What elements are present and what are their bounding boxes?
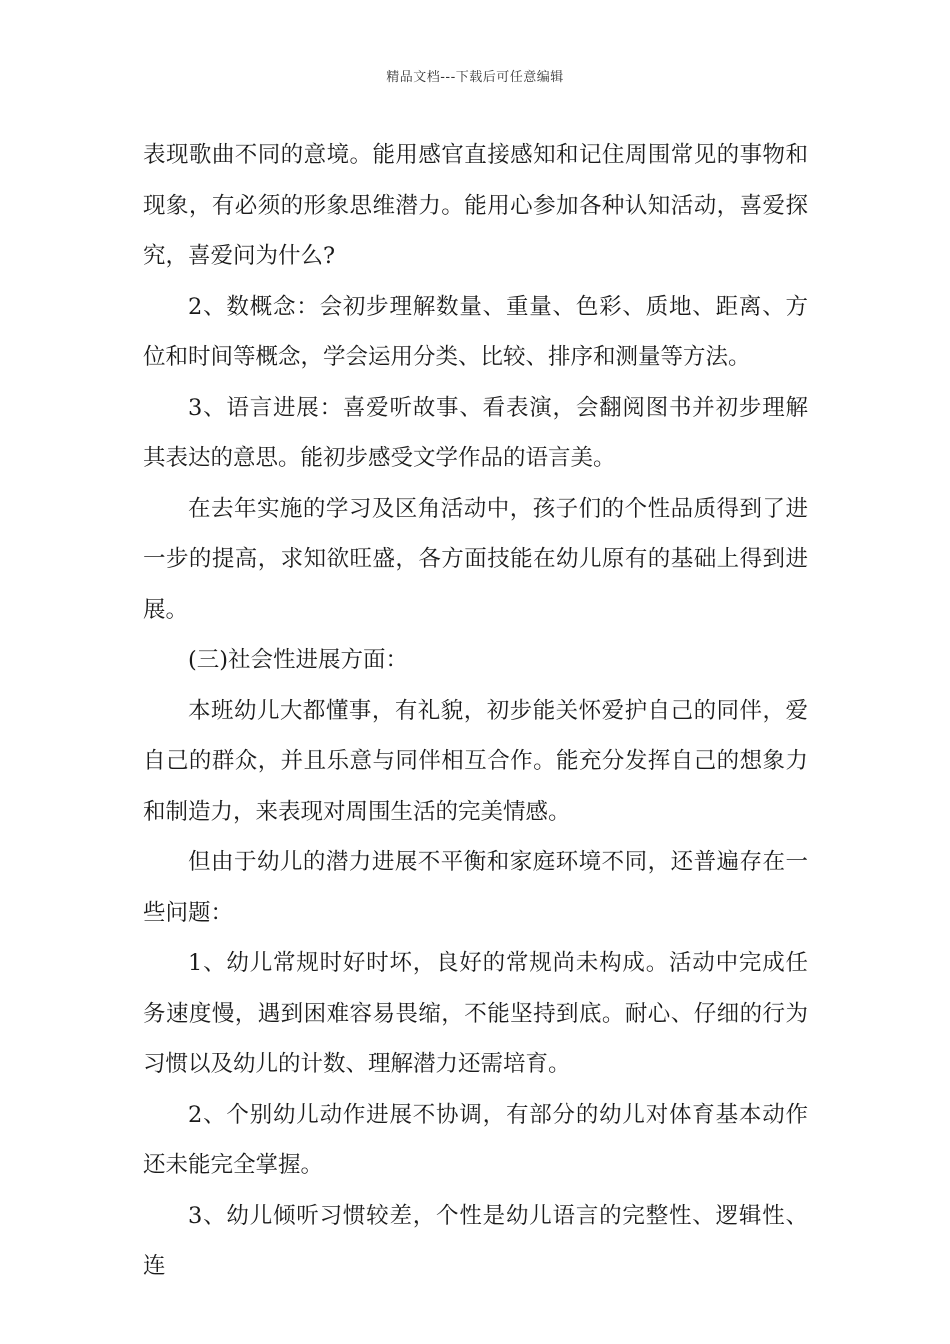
document-body bbox=[143, 130, 808, 1292]
section-heading: (三)社会性进展方面： bbox=[188, 647, 409, 673]
page-header: 精品文档---下载后可任意编辑 bbox=[386, 70, 564, 85]
paragraph-9: 2、个别幼儿动作进展不协调，有部分的幼儿对体育基本动作还未能完全掌握。 bbox=[143, 1101, 808, 1178]
paragraph-3: 3、语言进展：喜爱听故事、看表演，会翻阅图书并初步理解其表达的意思。能初步感受文学作品的语言美。 bbox=[143, 394, 808, 471]
paragraph-2: 2、数概念：会初步理解数量、重量、色彩、质地、距离、方位和时间等概念，学会运用分类、比较、排序和测量等方法。 bbox=[143, 293, 808, 370]
paragraph-10: 3、幼儿倾听习惯较差，个性是幼儿语言的完整性、逻辑性、连 bbox=[143, 1202, 808, 1279]
paragraph-6: 本班幼儿大都懂事，有礼貌，初步能关怀爱护自己的同伴，爱自己的群众，并且乐意与同伴相互合作。能充分发挥自己的想象力和制造力，来表现对周围生活的完美情感。 bbox=[143, 697, 808, 825]
paragraph-7: 但由于幼儿的潜力进展不平衡和家庭环境不同，还普遍存在一些问题： bbox=[143, 849, 808, 926]
paragraph-8: 1、幼儿常规时好时坏，良好的常规尚未构成。活动中完成任务速度慢，遇到困难容易畏缩，不能坚持到底。耐心、仔细的行为习惯以及幼儿的计数、理解潜力还需培育。 bbox=[143, 950, 808, 1077]
paragraph-1: 表现歌曲不同的意境。能用感官直接感知和记住周围常见的事物和现象，有必须的形象思维潜力。能用心参加各种认知活动，喜爱探究，喜爱问为什么? bbox=[143, 142, 808, 269]
paragraph-4: 在去年实施的学习及区角活动中，孩子们的个性品质得到了进一步的提高，求知欲旺盛，各方面技能在幼儿原有的基础上得到进展。 bbox=[143, 495, 808, 623]
